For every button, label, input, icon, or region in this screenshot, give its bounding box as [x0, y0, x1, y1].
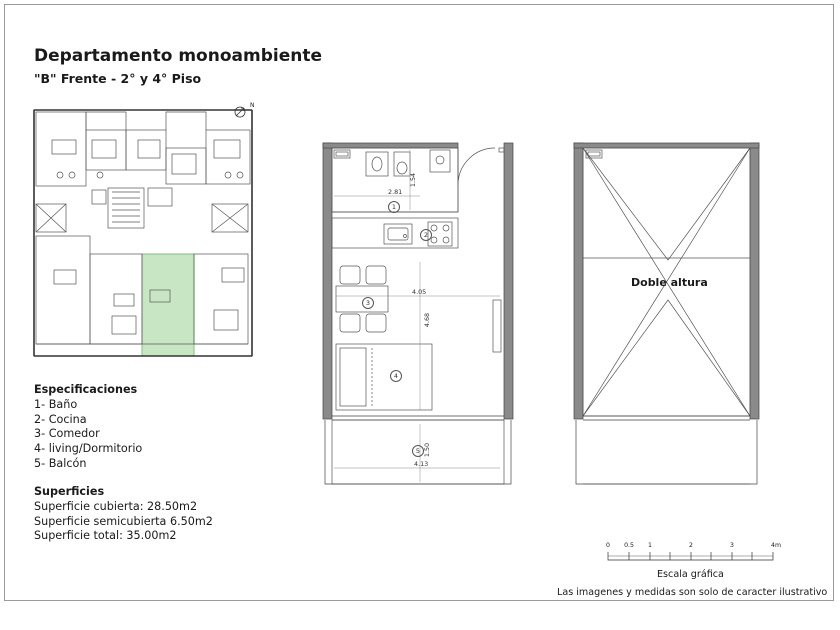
disclaimer-note: Las imagenes y medidas son solo de caracter ilustrativo — [557, 587, 828, 598]
dimension-label: 4.05 — [412, 288, 427, 296]
north-arrow-icon — [235, 107, 245, 117]
scale-tick: 0 — [606, 542, 610, 549]
surface-item: Superficie cubierta: 28.50m2 — [34, 499, 198, 513]
key-plan — [34, 110, 252, 356]
surfaces-heading: Superficies — [34, 485, 105, 498]
dimension-label: 1.50 — [423, 442, 432, 458]
spec-item: 1- Baño — [34, 397, 78, 411]
unit-floor-plan — [323, 143, 513, 484]
room-number-3: 3 — [362, 297, 374, 309]
surfaces-list — [34, 485, 213, 544]
page-subtitle: "B" Frente - 2° y 4° Piso — [34, 71, 202, 86]
dimension-label: 2.81 — [388, 188, 403, 196]
scale-tick: 1 — [648, 542, 652, 549]
spec-item: 4- living/Dormitorio — [34, 442, 143, 456]
surface-item: Superficie total: 35.00m2 — [34, 529, 177, 543]
north-label: N — [250, 102, 255, 109]
scale-tick: 3 — [730, 542, 734, 549]
page-title: Departamento monoambiente — [34, 46, 322, 66]
spec-item: 3- Comedor — [34, 427, 100, 441]
specifications-list — [34, 383, 142, 472]
dimension-label: 4.13 — [414, 460, 429, 468]
upper-floor-plan — [574, 143, 759, 484]
scale-label: Escala gráfica — [657, 569, 724, 580]
scale-tick: 2 — [689, 542, 693, 549]
dimension-label: 4.68 — [423, 312, 432, 328]
spec-item: 5- Balcón — [34, 456, 87, 470]
specifications-heading: Especificaciones — [34, 383, 138, 396]
scale-tick: 0.5 — [624, 542, 634, 549]
room-number-1: 1 — [388, 201, 400, 213]
graphic-scale — [608, 552, 773, 560]
room-number-2: 2 — [420, 229, 432, 241]
room-number-4: 4 — [390, 370, 402, 382]
spec-item: 2- Cocina — [34, 412, 87, 426]
double-height-label: Doble altura — [631, 276, 708, 289]
surface-item: Superficie semicubierta 6.50m2 — [34, 514, 213, 528]
dimension-label: 1.54 — [409, 172, 418, 188]
scale-tick: 4m — [771, 542, 781, 549]
room-number-5: 5 — [412, 445, 424, 457]
highlighted-unit — [142, 254, 194, 356]
